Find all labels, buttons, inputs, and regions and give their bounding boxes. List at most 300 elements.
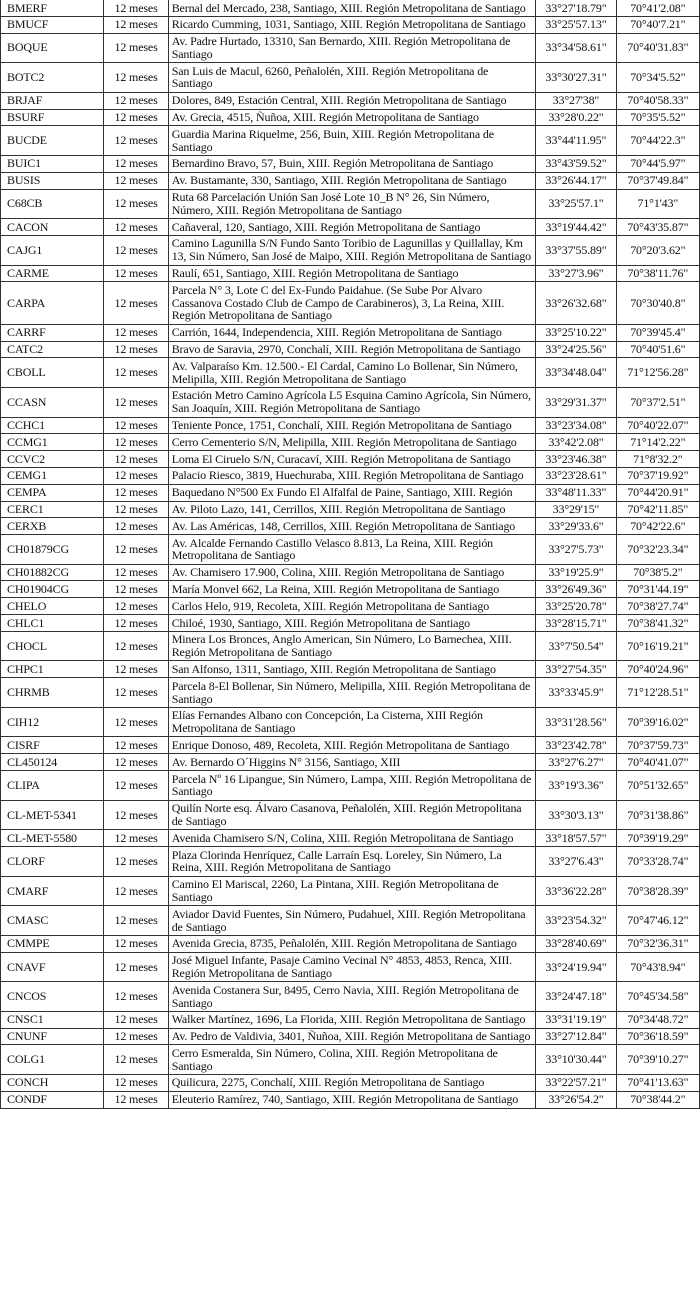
longitude-cell: 70°16'19.21" (616, 631, 699, 661)
period-cell: 12 meses (104, 598, 168, 615)
latitude-cell: 33°26'49.36" (536, 581, 616, 598)
period-cell: 12 meses (104, 63, 168, 93)
latitude-cell: 33°29'15" (536, 501, 616, 518)
table-row (1, 581, 700, 598)
longitude-cell: 70°30'40.8" (616, 282, 699, 324)
latitude-cell: 33°27'3.96" (536, 265, 616, 282)
table-row (1, 189, 700, 219)
latitude-cell: 33°48'11.33" (536, 484, 616, 501)
station-code-cell: CCASN (1, 387, 104, 417)
station-code-cell: CHRMB (1, 678, 104, 708)
period-cell: 12 meses (104, 678, 168, 708)
longitude-cell: 70°40'41.07" (616, 754, 699, 771)
table-row (1, 92, 700, 109)
period-cell: 12 meses (104, 434, 168, 451)
station-code-cell: CH01904CG (1, 581, 104, 598)
longitude-cell: 70°38'11.76" (616, 265, 699, 282)
address-cell: Chiloé, 1930, Santiago, XIII. Región Metropolitana de Santiago (168, 615, 536, 632)
longitude-cell: 70°41'13.63" (616, 1074, 699, 1091)
latitude-cell: 33°28'15.71" (536, 615, 616, 632)
longitude-cell: 70°33'28.74" (616, 847, 699, 877)
address-cell: Ruta 68 Parcelación Unión San José Lote 10_B N° 26, Sin Número, Número, XIII. Región Metropolitana de Santiago (168, 189, 536, 219)
period-cell: 12 meses (104, 219, 168, 236)
station-code-cell: CARPA (1, 282, 104, 324)
address-cell: Av. Bernardo O´Higgins N° 3156, Santiago, XIII (168, 754, 536, 771)
station-code-cell: BMUCF (1, 16, 104, 33)
station-code-cell: BOQUE (1, 33, 104, 63)
address-cell: Elías Fernandes Albano con Concepción, La Cisterna, XIII Región Metropolitana de Santiago (168, 707, 536, 737)
address-cell: José Miguel Infante, Pasaje Camino Vecinal N° 4853, 4853, Renca, XIII. Región Metropolitana de Santiago (168, 952, 536, 982)
longitude-cell: 70°40'7.21" (616, 16, 699, 33)
period-cell: 12 meses (104, 906, 168, 936)
table-row (1, 598, 700, 615)
address-cell: Bravo de Saravia, 2970, Conchalí, XIII. Región Metropolitana de Santiago (168, 341, 536, 358)
period-cell: 12 meses (104, 484, 168, 501)
table-row (1, 1011, 700, 1028)
address-cell: Estación Metro Camino Agrícola L5 Esquina Camino Agrícola, Sin Número, San Joaquín, XIII. Región Metropolitana de Santiago (168, 387, 536, 417)
station-code-cell: CH01882CG (1, 564, 104, 581)
period-cell: 12 meses (104, 16, 168, 33)
longitude-cell: 70°40'31.83" (616, 33, 699, 63)
address-cell: Avenida Grecia, 8735, Peñalolén, XIII. Región Metropolitana de Santiago (168, 935, 536, 952)
period-cell: 12 meses (104, 847, 168, 877)
longitude-cell: 70°47'46.12" (616, 906, 699, 936)
station-code-cell: CNUNF (1, 1028, 104, 1045)
address-cell: Ricardo Cumming, 1031, Santiago, XIII. Región Metropolitana de Santiago (168, 16, 536, 33)
latitude-cell: 33°33'45.9" (536, 678, 616, 708)
station-code-cell: BOTC2 (1, 63, 104, 93)
period-cell: 12 meses (104, 615, 168, 632)
address-cell: Aviador David Fuentes, Sin Número, Pudahuel, XIII. Región Metropolitana de Santiago (168, 906, 536, 936)
period-cell: 12 meses (104, 33, 168, 63)
table-row (1, 417, 700, 434)
longitude-cell: 70°37'2.51" (616, 387, 699, 417)
table-row (1, 467, 700, 484)
table-row (1, 615, 700, 632)
latitude-cell: 33°36'22.28" (536, 876, 616, 906)
station-code-cell: CMASC (1, 906, 104, 936)
station-code-cell: BUCDE (1, 126, 104, 156)
longitude-cell: 70°42'11.85" (616, 501, 699, 518)
table-row (1, 1045, 700, 1075)
latitude-cell: 33°10'30.44" (536, 1045, 616, 1075)
period-cell: 12 meses (104, 1011, 168, 1028)
latitude-cell: 33°26'44.17" (536, 172, 616, 189)
table-row (1, 535, 700, 565)
period-cell: 12 meses (104, 109, 168, 126)
table-row (1, 1074, 700, 1091)
address-cell: Av. Bustamante, 330, Santiago, XIII. Región Metropolitana de Santiago (168, 172, 536, 189)
table-row (1, 451, 700, 468)
latitude-cell: 33°26'54.2" (536, 1091, 616, 1108)
latitude-cell: 33°23'46.38" (536, 451, 616, 468)
period-cell: 12 meses (104, 501, 168, 518)
latitude-cell: 33°19'44.42" (536, 219, 616, 236)
address-cell: Quilín Norte esq. Álvaro Casanova, Peñalolén, XIII. Región Metropolitana de Santiago (168, 800, 536, 830)
period-cell: 12 meses (104, 0, 168, 16)
table-row (1, 935, 700, 952)
longitude-cell: 70°32'36.31" (616, 935, 699, 952)
period-cell: 12 meses (104, 451, 168, 468)
table-row (1, 341, 700, 358)
table-row (1, 564, 700, 581)
station-code-cell: CERXB (1, 518, 104, 535)
station-code-cell: CL-MET-5341 (1, 800, 104, 830)
latitude-cell: 33°42'2.08" (536, 434, 616, 451)
latitude-cell: 33°30'27.31" (536, 63, 616, 93)
address-cell: Minera Los Bronces, Anglo American, Sin Número, Lo Barnechea, XIII. Región Metropolitana de Santiago (168, 631, 536, 661)
period-cell: 12 meses (104, 535, 168, 565)
period-cell: 12 meses (104, 707, 168, 737)
latitude-cell: 33°27'18.79" (536, 0, 616, 16)
period-cell: 12 meses (104, 581, 168, 598)
latitude-cell: 33°26'32.68" (536, 282, 616, 324)
address-cell: Av. Pedro de Valdivia, 3401, Ñuñoa, XIII. Región Metropolitana de Santiago (168, 1028, 536, 1045)
address-cell: Plaza Clorinda Henríquez, Calle Larraín Esq. Loreley, Sin Número, La Reina, XIII. Región Metropolitana de Santiago (168, 847, 536, 877)
period-cell: 12 meses (104, 982, 168, 1012)
station-code-cell: CAJG1 (1, 235, 104, 265)
station-code-cell: CNSC1 (1, 1011, 104, 1028)
period-cell: 12 meses (104, 876, 168, 906)
longitude-cell: 70°40'58.33" (616, 92, 699, 109)
table-row (1, 155, 700, 172)
period-cell: 12 meses (104, 417, 168, 434)
latitude-cell: 33°27'6.43" (536, 847, 616, 877)
latitude-cell: 33°24'25.56" (536, 341, 616, 358)
latitude-cell: 33°44'11.95" (536, 126, 616, 156)
station-code-cell: CACON (1, 219, 104, 236)
table-row (1, 501, 700, 518)
latitude-cell: 33°24'19.94" (536, 952, 616, 982)
table-row (1, 265, 700, 282)
station-code-cell: CCVC2 (1, 451, 104, 468)
address-cell: Av. Piloto Lazo, 141, Cerrillos, XIII. Región Metropolitana de Santiago (168, 501, 536, 518)
longitude-cell: 70°20'3.62" (616, 235, 699, 265)
table-row (1, 126, 700, 156)
longitude-cell: 70°38'44.2" (616, 1091, 699, 1108)
station-code-cell: CLIPA (1, 771, 104, 801)
longitude-cell: 70°38'41.32" (616, 615, 699, 632)
latitude-cell: 33°18'57.57" (536, 830, 616, 847)
latitude-cell: 33°27'38" (536, 92, 616, 109)
period-cell: 12 meses (104, 387, 168, 417)
station-code-cell: CARRF (1, 324, 104, 341)
table-row (1, 33, 700, 63)
longitude-cell: 71°8'32.2" (616, 451, 699, 468)
longitude-cell: 70°39'16.02" (616, 707, 699, 737)
address-cell: Av. Valparaíso Km. 12.500.- El Cardal, Camino Lo Bollenar, Sin Número, Melipilla, XIII. Región Metropolitana de Santiago (168, 358, 536, 388)
latitude-cell: 33°27'6.27" (536, 754, 616, 771)
latitude-cell: 33°23'34.08" (536, 417, 616, 434)
period-cell: 12 meses (104, 952, 168, 982)
address-cell: Eleuterio Ramírez, 740, Santiago, XIII. Región Metropolitana de Santiago (168, 1091, 536, 1108)
period-cell: 12 meses (104, 341, 168, 358)
station-code-cell: COLG1 (1, 1045, 104, 1075)
latitude-cell: 33°27'12.84" (536, 1028, 616, 1045)
station-code-cell: CEMG1 (1, 467, 104, 484)
latitude-cell: 33°27'54.35" (536, 661, 616, 678)
station-code-cell: CATC2 (1, 341, 104, 358)
table-row (1, 109, 700, 126)
table-row (1, 1091, 700, 1108)
longitude-cell: 70°40'51.6" (616, 341, 699, 358)
station-code-cell: CCMG1 (1, 434, 104, 451)
table-row (1, 358, 700, 388)
table-row (1, 906, 700, 936)
longitude-cell: 70°38'5.2" (616, 564, 699, 581)
address-cell: Av. Las Américas, 148, Cerrillos, XIII. Región Metropolitana de Santiago (168, 518, 536, 535)
station-code-cell: BUIC1 (1, 155, 104, 172)
address-cell: Cerro Esmeralda, Sin Número, Colina, XIII. Región Metropolitana de Santiago (168, 1045, 536, 1075)
latitude-cell: 33°34'58.61" (536, 33, 616, 63)
address-cell: Cañaveral, 120, Santiago, XIII. Región Metropolitana de Santiago (168, 219, 536, 236)
longitude-cell: 70°31'44.19" (616, 581, 699, 598)
table-row (1, 771, 700, 801)
address-cell: Parcela Nº 16 Lipangue, Sin Número, Lampa, XIII. Región Metropolitana de Santiago (168, 771, 536, 801)
table-row (1, 661, 700, 678)
longitude-cell: 71°1'43" (616, 189, 699, 219)
table-row (1, 235, 700, 265)
longitude-cell: 70°51'32.65" (616, 771, 699, 801)
station-code-cell: CCHC1 (1, 417, 104, 434)
longitude-cell: 70°35'5.52" (616, 109, 699, 126)
address-cell: María Monvel 662, La Reina, XIII. Región Metropolitana de Santiago (168, 581, 536, 598)
station-code-cell: CMARF (1, 876, 104, 906)
period-cell: 12 meses (104, 1074, 168, 1091)
period-cell: 12 meses (104, 830, 168, 847)
station-code-cell: CLORF (1, 847, 104, 877)
table-row (1, 952, 700, 982)
period-cell: 12 meses (104, 631, 168, 661)
period-cell: 12 meses (104, 265, 168, 282)
latitude-cell: 33°29'33.6" (536, 518, 616, 535)
period-cell: 12 meses (104, 1091, 168, 1108)
station-code-cell: CL450124 (1, 754, 104, 771)
longitude-cell: 70°44'5.97" (616, 155, 699, 172)
address-cell: Av. Alcalde Fernando Castillo Velasco 8.813, La Reina, XIII. Región Metropolitana de Santiago (168, 535, 536, 565)
longitude-cell: 71°12'28.51" (616, 678, 699, 708)
period-cell: 12 meses (104, 358, 168, 388)
longitude-cell: 70°40'22.07" (616, 417, 699, 434)
address-cell: Av. Padre Hurtado, 13310, San Bernardo, XIII. Región Metropolitana de Santiago (168, 33, 536, 63)
longitude-cell: 70°34'5.52" (616, 63, 699, 93)
period-cell: 12 meses (104, 92, 168, 109)
longitude-cell: 70°32'23.34" (616, 535, 699, 565)
latitude-cell: 33°7'50.54" (536, 631, 616, 661)
period-cell: 12 meses (104, 564, 168, 581)
table-row (1, 324, 700, 341)
station-code-cell: CHLC1 (1, 615, 104, 632)
address-cell: Raulí, 651, Santiago, XIII. Región Metropolitana de Santiago (168, 265, 536, 282)
longitude-cell: 70°44'20.91" (616, 484, 699, 501)
address-cell: Avenida Chamisero S/N, Colina, XIII. Región Metropolitana de Santiago (168, 830, 536, 847)
table-row (1, 830, 700, 847)
table-row (1, 707, 700, 737)
station-code-cell: CBOLL (1, 358, 104, 388)
address-cell: Walker Martínez, 1696, La Florida, XIII. Región Metropolitana de Santiago (168, 1011, 536, 1028)
table-row (1, 800, 700, 830)
longitude-cell: 70°36'18.59" (616, 1028, 699, 1045)
period-cell: 12 meses (104, 172, 168, 189)
address-cell: Baquedano N°500 Ex Fundo El Alfalfal de Paine, Santiago, XIII. Región (168, 484, 536, 501)
table-row (1, 387, 700, 417)
period-cell: 12 meses (104, 1028, 168, 1045)
station-code-cell: CNCOS (1, 982, 104, 1012)
latitude-cell: 33°43'59.52" (536, 155, 616, 172)
latitude-cell: 33°25'57.1" (536, 189, 616, 219)
station-code-cell: CERC1 (1, 501, 104, 518)
latitude-cell: 33°23'28.61" (536, 467, 616, 484)
station-code-cell: C68CB (1, 189, 104, 219)
longitude-cell: 70°31'38.86" (616, 800, 699, 830)
period-cell: 12 meses (104, 661, 168, 678)
address-cell: Av. Grecia, 4515, Ñuñoa, XIII. Región Metropolitana de Santiago (168, 109, 536, 126)
table-row (1, 982, 700, 1012)
period-cell: 12 meses (104, 518, 168, 535)
latitude-cell: 33°37'55.89" (536, 235, 616, 265)
latitude-cell: 33°34'48.04" (536, 358, 616, 388)
station-code-cell: CHPC1 (1, 661, 104, 678)
longitude-cell: 71°14'2.22" (616, 434, 699, 451)
longitude-cell: 70°40'24.96" (616, 661, 699, 678)
longitude-cell: 70°39'45.4" (616, 324, 699, 341)
address-cell: Guardia Marina Riquelme, 256, Buin, XIII. Región Metropolitana de Santiago (168, 126, 536, 156)
station-code-cell: CNAVF (1, 952, 104, 982)
address-cell: Carrión, 1644, Independencia, XIII. Región Metropolitana de Santiago (168, 324, 536, 341)
station-code-cell: BSURF (1, 109, 104, 126)
address-cell: Enrique Donoso, 489, Recoleta, XIII. Región Metropolitana de Santiago (168, 737, 536, 754)
station-code-cell: CHOCL (1, 631, 104, 661)
latitude-cell: 33°22'57.21" (536, 1074, 616, 1091)
table-row (1, 737, 700, 754)
longitude-cell: 70°39'19.29" (616, 830, 699, 847)
period-cell: 12 meses (104, 189, 168, 219)
address-cell: Parcela N° 3, Lote C del Ex-Fundo Paidahue. (Se Sube Por Alvaro Cassanova Costado Club de Campo de Carabineros), 3, La Reina, XIII. Región Metropolitana de Santiago (168, 282, 536, 324)
table-row (1, 0, 700, 16)
table-row (1, 282, 700, 324)
address-cell: Carlos Helo, 919, Recoleta, XIII. Región Metropolitana de Santiago (168, 598, 536, 615)
station-code-cell: BMERF (1, 0, 104, 16)
period-cell: 12 meses (104, 467, 168, 484)
station-code-cell: CARME (1, 265, 104, 282)
period-cell: 12 meses (104, 155, 168, 172)
latitude-cell: 33°23'42.78" (536, 737, 616, 754)
period-cell: 12 meses (104, 324, 168, 341)
latitude-cell: 33°27'5.73" (536, 535, 616, 565)
period-cell: 12 meses (104, 771, 168, 801)
period-cell: 12 meses (104, 754, 168, 771)
table-row (1, 678, 700, 708)
longitude-cell: 70°43'8.94" (616, 952, 699, 982)
table-row (1, 172, 700, 189)
address-cell: Bernal del Mercado, 238, Santiago, XIII. Región Metropolitana de Santiago (168, 0, 536, 16)
longitude-cell: 70°34'48.72" (616, 1011, 699, 1028)
station-code-cell: BRJAF (1, 92, 104, 109)
period-cell: 12 meses (104, 126, 168, 156)
station-code-cell: CH01879CG (1, 535, 104, 565)
address-cell: Loma El Ciruelo S/N, Curacaví, XIII. Región Metropolitana de Santiago (168, 451, 536, 468)
address-cell: Dolores, 849, Estación Central, XIII. Región Metropolitana de Santiago (168, 92, 536, 109)
table-row (1, 1028, 700, 1045)
table-row (1, 484, 700, 501)
station-code-cell: CHELO (1, 598, 104, 615)
station-code-cell: CONCH (1, 1074, 104, 1091)
table-row (1, 219, 700, 236)
longitude-cell: 70°38'27.74" (616, 598, 699, 615)
longitude-cell: 70°44'22.3" (616, 126, 699, 156)
station-code-cell: CEMPA (1, 484, 104, 501)
latitude-cell: 33°28'40.69" (536, 935, 616, 952)
address-cell: Av. Chamisero 17.900, Colina, XIII. Región Metropolitana de Santiago (168, 564, 536, 581)
address-cell: Cerro Cementerio S/N, Melipilla, XIII. Región Metropolitana de Santiago (168, 434, 536, 451)
longitude-cell: 70°41'2.08" (616, 0, 699, 16)
latitude-cell: 33°31'19.19" (536, 1011, 616, 1028)
table-row (1, 876, 700, 906)
period-cell: 12 meses (104, 235, 168, 265)
address-cell: Palacio Riesco, 3819, Huechuraba, XIII. Región Metropolitana de Santiago (168, 467, 536, 484)
period-cell: 12 meses (104, 800, 168, 830)
station-code-cell: CIH12 (1, 707, 104, 737)
period-cell: 12 meses (104, 935, 168, 952)
latitude-cell: 33°25'57.13" (536, 16, 616, 33)
latitude-cell: 33°29'31.37" (536, 387, 616, 417)
table-row (1, 518, 700, 535)
station-code-cell: CL-MET-5580 (1, 830, 104, 847)
stations-table-body (1, 0, 700, 1108)
latitude-cell: 33°19'25.9" (536, 564, 616, 581)
address-cell: Quilicura, 2275, Conchalí, XIII. Región Metropolitana de Santiago (168, 1074, 536, 1091)
latitude-cell: 33°25'10.22" (536, 324, 616, 341)
longitude-cell: 71°12'56.28" (616, 358, 699, 388)
address-cell: San Luis de Macul, 6260, Peñalolén, XIII. Región Metropolitana de Santiago (168, 63, 536, 93)
address-cell: Teniente Ponce, 1751, Conchalí, XIII. Región Metropolitana de Santiago (168, 417, 536, 434)
longitude-cell: 70°37'49.84" (616, 172, 699, 189)
longitude-cell: 70°39'10.27" (616, 1045, 699, 1075)
latitude-cell: 33°24'47.18" (536, 982, 616, 1012)
address-cell: Camino El Mariscal, 2260, La Pintana, XIII. Región Metropolitana de Santiago (168, 876, 536, 906)
latitude-cell: 33°19'3.36" (536, 771, 616, 801)
station-code-cell: CMMPE (1, 935, 104, 952)
table-row (1, 63, 700, 93)
address-cell: Bernardino Bravo, 57, Buin, XIII. Región Metropolitana de Santiago (168, 155, 536, 172)
latitude-cell: 33°23'54.32" (536, 906, 616, 936)
station-code-cell: CISRF (1, 737, 104, 754)
latitude-cell: 33°31'28.56" (536, 707, 616, 737)
longitude-cell: 70°37'19.92" (616, 467, 699, 484)
address-cell: Parcela 8-El Bollenar, Sin Número, Melipilla, XIII. Región Metropolitana de Santiago (168, 678, 536, 708)
longitude-cell: 70°38'28.39" (616, 876, 699, 906)
table-row (1, 847, 700, 877)
address-cell: Camino Lagunilla S/N Fundo Santo Toribio de Lagunillas y Quillallay, Km 13, Sin Número, San José de Maipo, XIII. Región Metropolitana de Santiago (168, 235, 536, 265)
period-cell: 12 meses (104, 737, 168, 754)
latitude-cell: 33°30'3.13" (536, 800, 616, 830)
latitude-cell: 33°28'0.22" (536, 109, 616, 126)
table-row (1, 16, 700, 33)
table-row (1, 754, 700, 771)
longitude-cell: 70°37'59.73" (616, 737, 699, 754)
station-code-cell: BUSIS (1, 172, 104, 189)
address-cell: Avenida Costanera Sur, 8495, Cerro Navia, XIII. Región Metropolitana de Santiago (168, 982, 536, 1012)
latitude-cell: 33°25'20.78" (536, 598, 616, 615)
period-cell: 12 meses (104, 1045, 168, 1075)
longitude-cell: 70°42'22.6" (616, 518, 699, 535)
longitude-cell: 70°43'35.87" (616, 219, 699, 236)
address-cell: San Alfonso, 1311, Santiago, XIII. Región Metropolitana de Santiago (168, 661, 536, 678)
period-cell: 12 meses (104, 282, 168, 324)
longitude-cell: 70°45'34.58" (616, 982, 699, 1012)
station-code-cell: CONDF (1, 1091, 104, 1108)
table-row (1, 631, 700, 661)
